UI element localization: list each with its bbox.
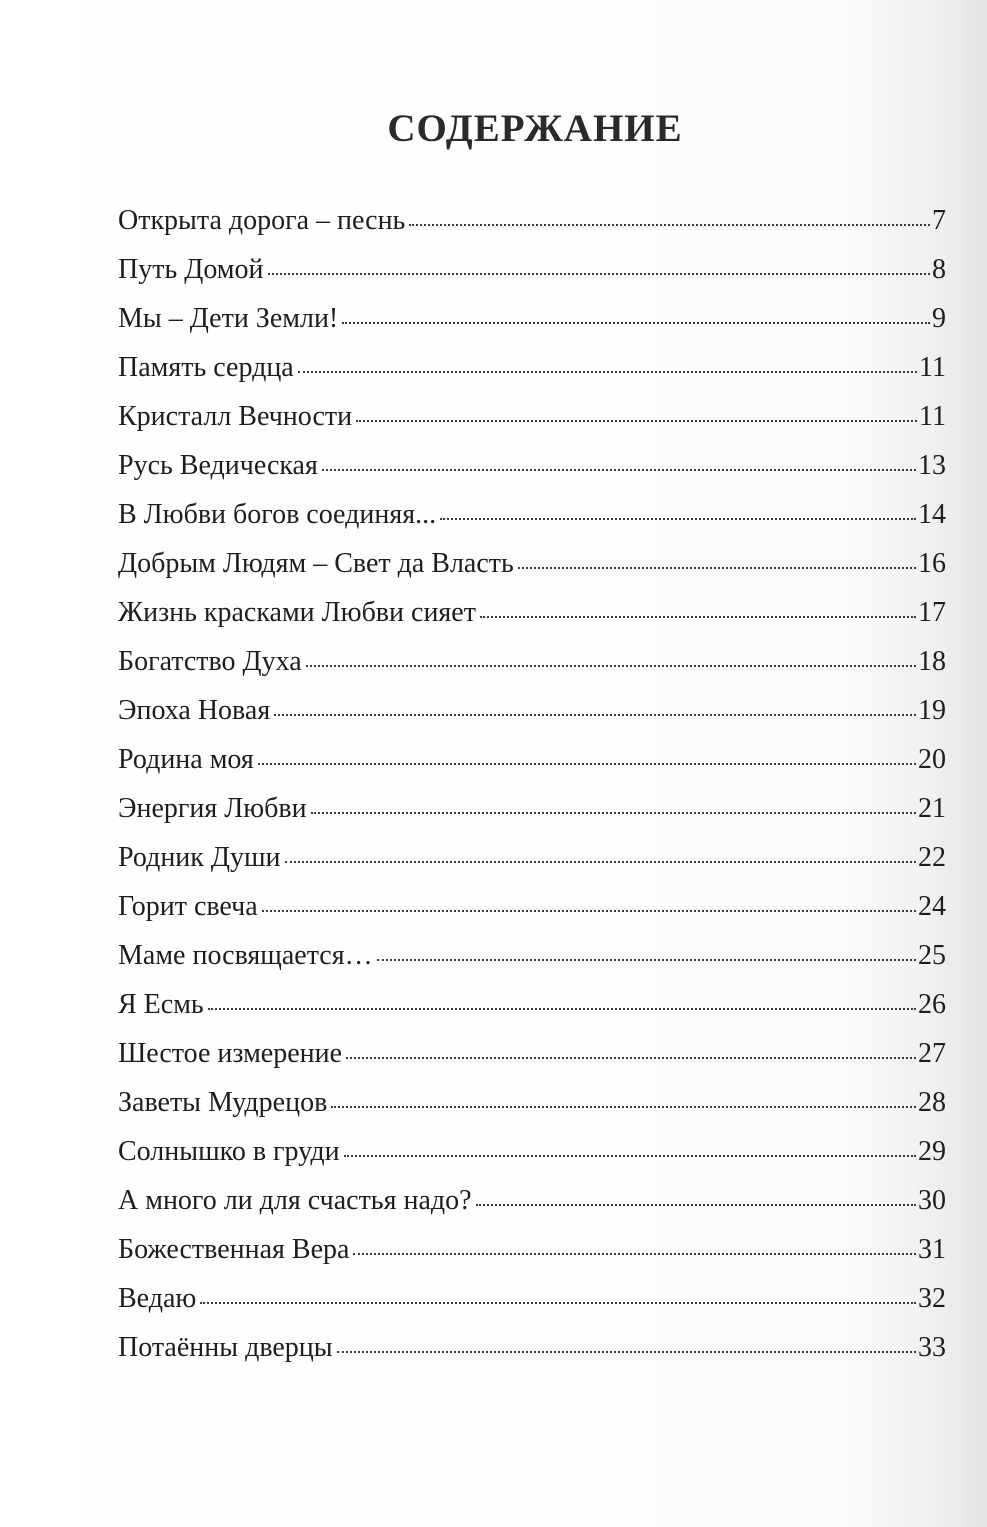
- toc-entry: [118, 490, 946, 539]
- toc-entry-title: Горит свеча: [118, 891, 258, 922]
- toc-entry: [118, 196, 946, 245]
- dot-leader: [262, 910, 916, 912]
- toc-entry-page: 25: [918, 940, 946, 971]
- toc-entry-title: Маме посвящается…: [118, 940, 373, 971]
- toc-entry-title: Родина моя: [118, 744, 254, 775]
- dot-leader: [311, 812, 916, 814]
- toc-entry-title: В Любви богов соединяя...: [118, 499, 437, 530]
- toc-entry-page: 22: [918, 842, 946, 873]
- dot-leader: [258, 763, 916, 765]
- dot-leader: [208, 1008, 916, 1010]
- toc-entry: [118, 1127, 946, 1176]
- toc-entry-page: 8: [932, 254, 946, 285]
- toc-entry: [118, 637, 946, 686]
- dot-leader: [200, 1302, 916, 1304]
- toc-entry-title: Родник Души: [118, 842, 281, 873]
- toc-entry-title: Путь Домой: [118, 254, 264, 285]
- dot-leader: [440, 518, 916, 520]
- dot-leader: [274, 714, 916, 716]
- toc-entry: [118, 1225, 946, 1274]
- toc-entry-page: 31: [918, 1234, 946, 1265]
- toc-entry-page: 11: [919, 401, 946, 432]
- dot-leader: [377, 959, 916, 961]
- toc-entry-page: 18: [918, 646, 946, 677]
- toc-entry-title: Мы – Дети Земли!: [118, 303, 339, 334]
- toc-entry-page: 24: [918, 891, 946, 922]
- toc-entry: [118, 784, 946, 833]
- dot-leader: [480, 616, 916, 618]
- toc-entry-page: 19: [918, 695, 946, 726]
- table-of-contents: [118, 196, 946, 1372]
- toc-entry: [118, 686, 946, 735]
- toc-entry-title: А много ли для счастья надо?: [118, 1185, 472, 1216]
- toc-entry-page: 16: [918, 548, 946, 579]
- toc-entry-title: Открыта дорога – песнь: [118, 205, 406, 236]
- dot-leader: [476, 1204, 916, 1206]
- dot-leader: [285, 861, 916, 863]
- dot-leader: [518, 567, 916, 569]
- toc-entry: [118, 343, 946, 392]
- toc-entry-title: Солнышко в груди: [118, 1136, 340, 1167]
- toc-entry: [118, 539, 946, 588]
- toc-entry-page: 33: [918, 1332, 946, 1363]
- toc-entry-title: Заветы Мудрецов: [118, 1087, 328, 1118]
- toc-entry-page: 27: [918, 1038, 946, 1069]
- dot-leader: [409, 224, 930, 226]
- toc-entry-page: 14: [918, 499, 946, 530]
- toc-entry-page: 11: [919, 352, 946, 383]
- dot-leader: [322, 469, 916, 471]
- toc-entry: [118, 1176, 946, 1225]
- toc-entry-title: Добрым Людям – Свет да Власть: [118, 548, 514, 579]
- toc-entry-title: Энергия Любви: [118, 793, 307, 824]
- toc-entry-title: Память сердца: [118, 352, 294, 383]
- toc-entry: [118, 980, 946, 1029]
- toc-entry-title: Эпоха Новая: [118, 695, 271, 726]
- dot-leader: [337, 1351, 916, 1353]
- dot-leader: [306, 665, 916, 667]
- toc-entry-page: 7: [932, 205, 946, 236]
- toc-entry-page: 21: [918, 793, 946, 824]
- toc-entry: [118, 294, 946, 343]
- toc-entry: [118, 392, 946, 441]
- toc-entry-page: 30: [918, 1185, 946, 1216]
- toc-entry-title: Жизнь красками Любви сияет: [118, 597, 476, 628]
- toc-entry: [118, 1323, 946, 1372]
- toc-entry: [118, 1029, 946, 1078]
- toc-entry-title: Божественная Вера: [118, 1234, 350, 1265]
- toc-entry-page: 29: [918, 1136, 946, 1167]
- toc-entry: [118, 833, 946, 882]
- toc-entry-page: 20: [918, 744, 946, 775]
- page-title: СОДЕРЖАНИЕ: [387, 107, 683, 150]
- toc-entry-page: 9: [932, 303, 946, 334]
- toc-entry-title: Потаённы дверцы: [118, 1332, 333, 1363]
- toc-entry-title: Русь Ведическая: [118, 450, 318, 481]
- toc-entry-page: 28: [918, 1087, 946, 1118]
- dot-leader: [346, 1057, 916, 1059]
- toc-entry-title: Богатство Духа: [118, 646, 302, 677]
- toc-entry: [118, 931, 946, 980]
- toc-entry-page: 13: [918, 450, 946, 481]
- toc-entry-title: Я Есмь: [118, 989, 204, 1020]
- toc-entry: [118, 441, 946, 490]
- dot-leader: [298, 371, 917, 373]
- toc-entry-title: Кристалл Вечности: [118, 401, 353, 432]
- dot-leader: [344, 1155, 916, 1157]
- toc-entry-page: 17: [918, 597, 946, 628]
- toc-entry: [118, 1078, 946, 1127]
- toc-entry-title: Шестое измерение: [118, 1038, 343, 1069]
- dot-leader: [353, 1253, 916, 1255]
- toc-entry: [118, 245, 946, 294]
- dot-leader: [342, 322, 930, 324]
- toc-entry: [118, 588, 946, 637]
- toc-entry-title: Ведаю: [118, 1283, 197, 1314]
- toc-entry-page: 26: [918, 989, 946, 1020]
- dot-leader: [356, 420, 917, 422]
- toc-entry: [118, 882, 946, 931]
- toc-entry: [118, 1274, 946, 1323]
- dot-leader: [268, 273, 931, 275]
- toc-entry: [118, 735, 946, 784]
- toc-entry-page: 32: [918, 1283, 946, 1314]
- dot-leader: [331, 1106, 916, 1108]
